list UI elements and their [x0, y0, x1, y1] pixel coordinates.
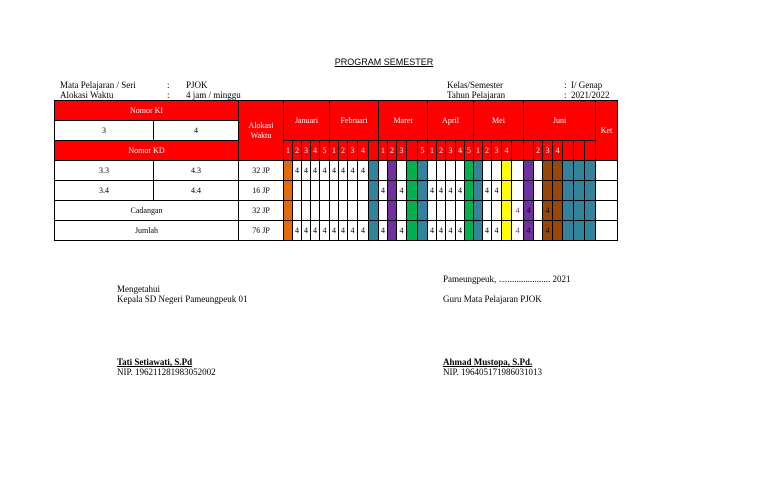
week-cell: [574, 201, 585, 221]
week-cell: [474, 181, 483, 201]
week-cell: [397, 161, 407, 181]
program-semester-table: [54, 100, 618, 241]
week-cell: [465, 181, 474, 201]
info-label-subject: Mata Pelajaran / Seri: [60, 80, 136, 90]
week-cell: 4: [543, 201, 553, 221]
week-cell: [358, 181, 369, 201]
week-cell: [348, 181, 358, 201]
week-number: 3: [348, 141, 358, 161]
week-number: 1: [474, 141, 483, 161]
week-cell: 4: [428, 181, 437, 201]
week-cell: 4: [320, 161, 330, 181]
week-cell: [388, 201, 397, 221]
week-cell: [563, 201, 574, 221]
header-month-mei: Mei: [474, 101, 524, 141]
table-row: [55, 201, 618, 221]
week-cell: 4: [311, 161, 320, 181]
week-number: 4: [553, 141, 563, 161]
header-month-april: April: [428, 101, 474, 141]
header-ket: Ket: [596, 101, 618, 161]
week-number: 1: [379, 141, 388, 161]
week-cell: 4: [512, 221, 524, 241]
week-cell: [293, 201, 302, 221]
week-cell: [428, 161, 437, 181]
alokasi-cell: 32 JP: [239, 161, 284, 181]
week-cell: [339, 201, 348, 221]
header-month-januari: Januari: [284, 101, 330, 141]
week-cell: [311, 181, 320, 201]
week-cell: 4: [348, 221, 358, 241]
week-cell: 4: [320, 221, 330, 241]
week-number: [574, 141, 585, 161]
place-date: Pameungpeuk, …................... 2021: [443, 274, 571, 284]
week-cell: [437, 161, 446, 181]
week-cell: 4: [492, 221, 502, 241]
week-cell: [407, 201, 418, 221]
row-label: Jumlah: [55, 221, 239, 241]
kd-4-cell: 4.4: [154, 181, 239, 201]
week-cell: [418, 221, 428, 241]
week-cell: [553, 181, 563, 201]
week-cell: [388, 221, 397, 241]
week-cell: [339, 181, 348, 201]
week-number: [407, 141, 418, 161]
ket-cell: [596, 221, 618, 241]
ki-value-4: 4: [154, 121, 239, 141]
kd-3-cell: 3.4: [55, 181, 154, 201]
week-cell: [502, 221, 512, 241]
week-cell: [446, 201, 456, 221]
week-cell: [585, 181, 596, 201]
week-number: 1: [284, 141, 293, 161]
week-cell: [379, 201, 388, 221]
week-cell: [534, 221, 543, 241]
week-cell: [293, 181, 302, 201]
week-cell: [502, 201, 512, 221]
week-number: 4: [358, 141, 369, 161]
week-number: 3: [397, 141, 407, 161]
week-cell: [397, 201, 407, 221]
info-value-subject: PJOK: [186, 80, 208, 90]
week-cell: [553, 161, 563, 181]
week-cell: [563, 181, 574, 201]
week-cell: 4: [330, 161, 339, 181]
week-cell: [524, 161, 534, 181]
week-number: [524, 141, 534, 161]
week-cell: [512, 181, 524, 201]
ket-cell: [596, 181, 618, 201]
week-number: 3: [492, 141, 502, 161]
week-cell: [284, 181, 293, 201]
header-month-juni: Juni: [524, 101, 596, 141]
week-number: 1: [428, 141, 437, 161]
week-cell: 4: [446, 221, 456, 241]
week-cell: 4: [302, 221, 311, 241]
week-cell: [418, 181, 428, 201]
week-number: 3: [446, 141, 456, 161]
info-label-year: Tahun Pelajaran: [447, 90, 506, 100]
week-cell: [563, 161, 574, 181]
week-cell: [348, 201, 358, 221]
week-number: 1: [330, 141, 339, 161]
week-number: 2: [388, 141, 397, 161]
week-cell: [456, 161, 465, 181]
week-cell: [284, 161, 293, 181]
alokasi-cell: 76 JP: [239, 221, 284, 241]
signature-left-nip: NIP. 196211281983052002: [117, 367, 216, 377]
week-cell: [492, 201, 502, 221]
week-cell: [284, 221, 293, 241]
week-cell: [474, 161, 483, 181]
week-number: [585, 141, 596, 161]
row-label: Cadangan: [55, 201, 239, 221]
week-cell: [534, 161, 543, 181]
week-cell: [574, 161, 585, 181]
week-cell: [553, 221, 563, 241]
week-cell: [585, 161, 596, 181]
header-nomor-kd: Nomor KD: [55, 141, 239, 161]
week-number: [563, 141, 574, 161]
week-cell: [524, 181, 534, 201]
week-cell: 4: [302, 161, 311, 181]
week-cell: [302, 201, 311, 221]
signature-left-name: Tati Setiawati, S.Pd: [117, 357, 193, 367]
kd-4-cell: 4.3: [154, 161, 239, 181]
week-cell: [388, 161, 397, 181]
signature-right-nip: NIP. 196405171986031013: [443, 367, 543, 377]
week-cell: [369, 161, 379, 181]
week-cell: 4: [358, 221, 369, 241]
week-cell: [574, 181, 585, 201]
header-month-februari: Februari: [330, 101, 379, 141]
week-cell: [483, 161, 492, 181]
signature-right-name: Ahmad Mustopa, S.Pd.: [443, 357, 533, 367]
table-row: [55, 221, 618, 241]
week-cell: 4: [524, 221, 534, 241]
week-number: 3: [302, 141, 311, 161]
week-cell: [483, 201, 492, 221]
week-cell: 4: [379, 181, 388, 201]
info-sep: :: [167, 80, 170, 90]
header-nomor-ki: Nomor KI: [55, 101, 239, 121]
week-cell: [465, 161, 474, 181]
week-cell: 4: [397, 221, 407, 241]
week-cell: 4: [446, 181, 456, 201]
week-cell: [474, 221, 483, 241]
week-cell: 4: [348, 161, 358, 181]
alokasi-cell: 32 JP: [239, 201, 284, 221]
week-cell: 4: [379, 221, 388, 241]
week-cell: [585, 221, 596, 241]
week-cell: [320, 181, 330, 201]
week-cell: 4: [330, 221, 339, 241]
week-number: 5: [418, 141, 428, 161]
week-cell: 4: [524, 201, 534, 221]
week-cell: 4: [397, 181, 407, 201]
ki-value-3: 3: [55, 121, 154, 141]
week-number: [512, 141, 524, 161]
week-cell: [311, 201, 320, 221]
week-cell: [388, 181, 397, 201]
week-cell: [418, 161, 428, 181]
week-cell: [543, 181, 553, 201]
week-cell: [502, 181, 512, 201]
signature-left-line2: Kepala SD Negeri Pameungpeuk 01: [117, 294, 248, 304]
week-cell: [330, 201, 339, 221]
week-cell: [456, 201, 465, 221]
week-cell: 4: [428, 221, 437, 241]
week-cell: 4: [339, 161, 348, 181]
week-cell: [512, 161, 524, 181]
info-sep: :: [564, 90, 567, 100]
week-cell: [407, 161, 418, 181]
week-cell: [585, 201, 596, 221]
table-row: [55, 161, 618, 181]
info-value-class: I/ Genap: [571, 80, 603, 90]
info-sep: :: [167, 90, 170, 100]
ket-cell: [596, 201, 618, 221]
week-cell: 4: [293, 161, 302, 181]
week-number: 2: [293, 141, 302, 161]
week-cell: 4: [456, 221, 465, 241]
week-cell: 4: [437, 181, 446, 201]
header-month-maret: Maret: [379, 101, 428, 141]
week-cell: 4: [311, 221, 320, 241]
week-number: 3: [543, 141, 553, 161]
week-cell: 4: [456, 181, 465, 201]
week-cell: [369, 181, 379, 201]
week-cell: 4: [358, 161, 369, 181]
week-cell: [465, 221, 474, 241]
week-cell: 4: [492, 181, 502, 201]
week-number: 5: [320, 141, 330, 161]
week-cell: 4: [543, 221, 553, 241]
week-cell: [302, 181, 311, 201]
week-cell: [553, 201, 563, 221]
week-number: 5: [465, 141, 474, 161]
week-cell: [437, 201, 446, 221]
signature-right-line1: Guru Mata Pelajaran PJOK: [443, 294, 542, 304]
week-cell: [534, 181, 543, 201]
info-sep: :: [564, 80, 567, 90]
week-cell: [465, 201, 474, 221]
info-value-time: 4 jam / minggu: [186, 90, 241, 100]
week-cell: 4: [483, 221, 492, 241]
week-number: 2: [483, 141, 492, 161]
week-cell: 4: [483, 181, 492, 201]
kd-3-cell: 3.3: [55, 161, 154, 181]
week-cell: [369, 221, 379, 241]
week-cell: [474, 201, 483, 221]
week-cell: 4: [339, 221, 348, 241]
week-cell: [379, 161, 388, 181]
week-cell: 4: [437, 221, 446, 241]
alokasi-cell: 16 JP: [239, 181, 284, 201]
week-cell: [369, 201, 379, 221]
week-cell: [492, 161, 502, 181]
week-cell: [502, 161, 512, 181]
week-number: [369, 141, 379, 161]
week-number: 2: [437, 141, 446, 161]
week-cell: [407, 181, 418, 201]
info-label-class: Kelas/Semester: [447, 80, 503, 90]
week-number: 2: [339, 141, 348, 161]
week-cell: [330, 181, 339, 201]
document-title: PROGRAM SEMESTER: [334, 57, 434, 67]
week-cell: [428, 201, 437, 221]
week-number: 2: [534, 141, 543, 161]
header-alokasi-waktu: Alokasi Waktu: [239, 101, 284, 161]
week-cell: 4: [512, 201, 524, 221]
signature-left-line1: Mengetahui: [117, 284, 160, 294]
week-cell: [543, 161, 553, 181]
week-number: 4: [311, 141, 320, 161]
week-cell: [574, 221, 585, 241]
week-cell: [320, 201, 330, 221]
week-cell: [407, 221, 418, 241]
week-cell: [418, 201, 428, 221]
week-cell: 4: [293, 221, 302, 241]
week-cell: [446, 161, 456, 181]
week-cell: [358, 201, 369, 221]
week-cell: [534, 201, 543, 221]
week-cell: [563, 221, 574, 241]
week-number: 4: [456, 141, 465, 161]
week-number: 4: [502, 141, 512, 161]
ket-cell: [596, 161, 618, 181]
info-label-time: Alokasi Waktu: [60, 90, 114, 100]
week-cell: [284, 201, 293, 221]
table-row: [55, 181, 618, 201]
info-value-year: 2021/2022: [571, 90, 610, 100]
